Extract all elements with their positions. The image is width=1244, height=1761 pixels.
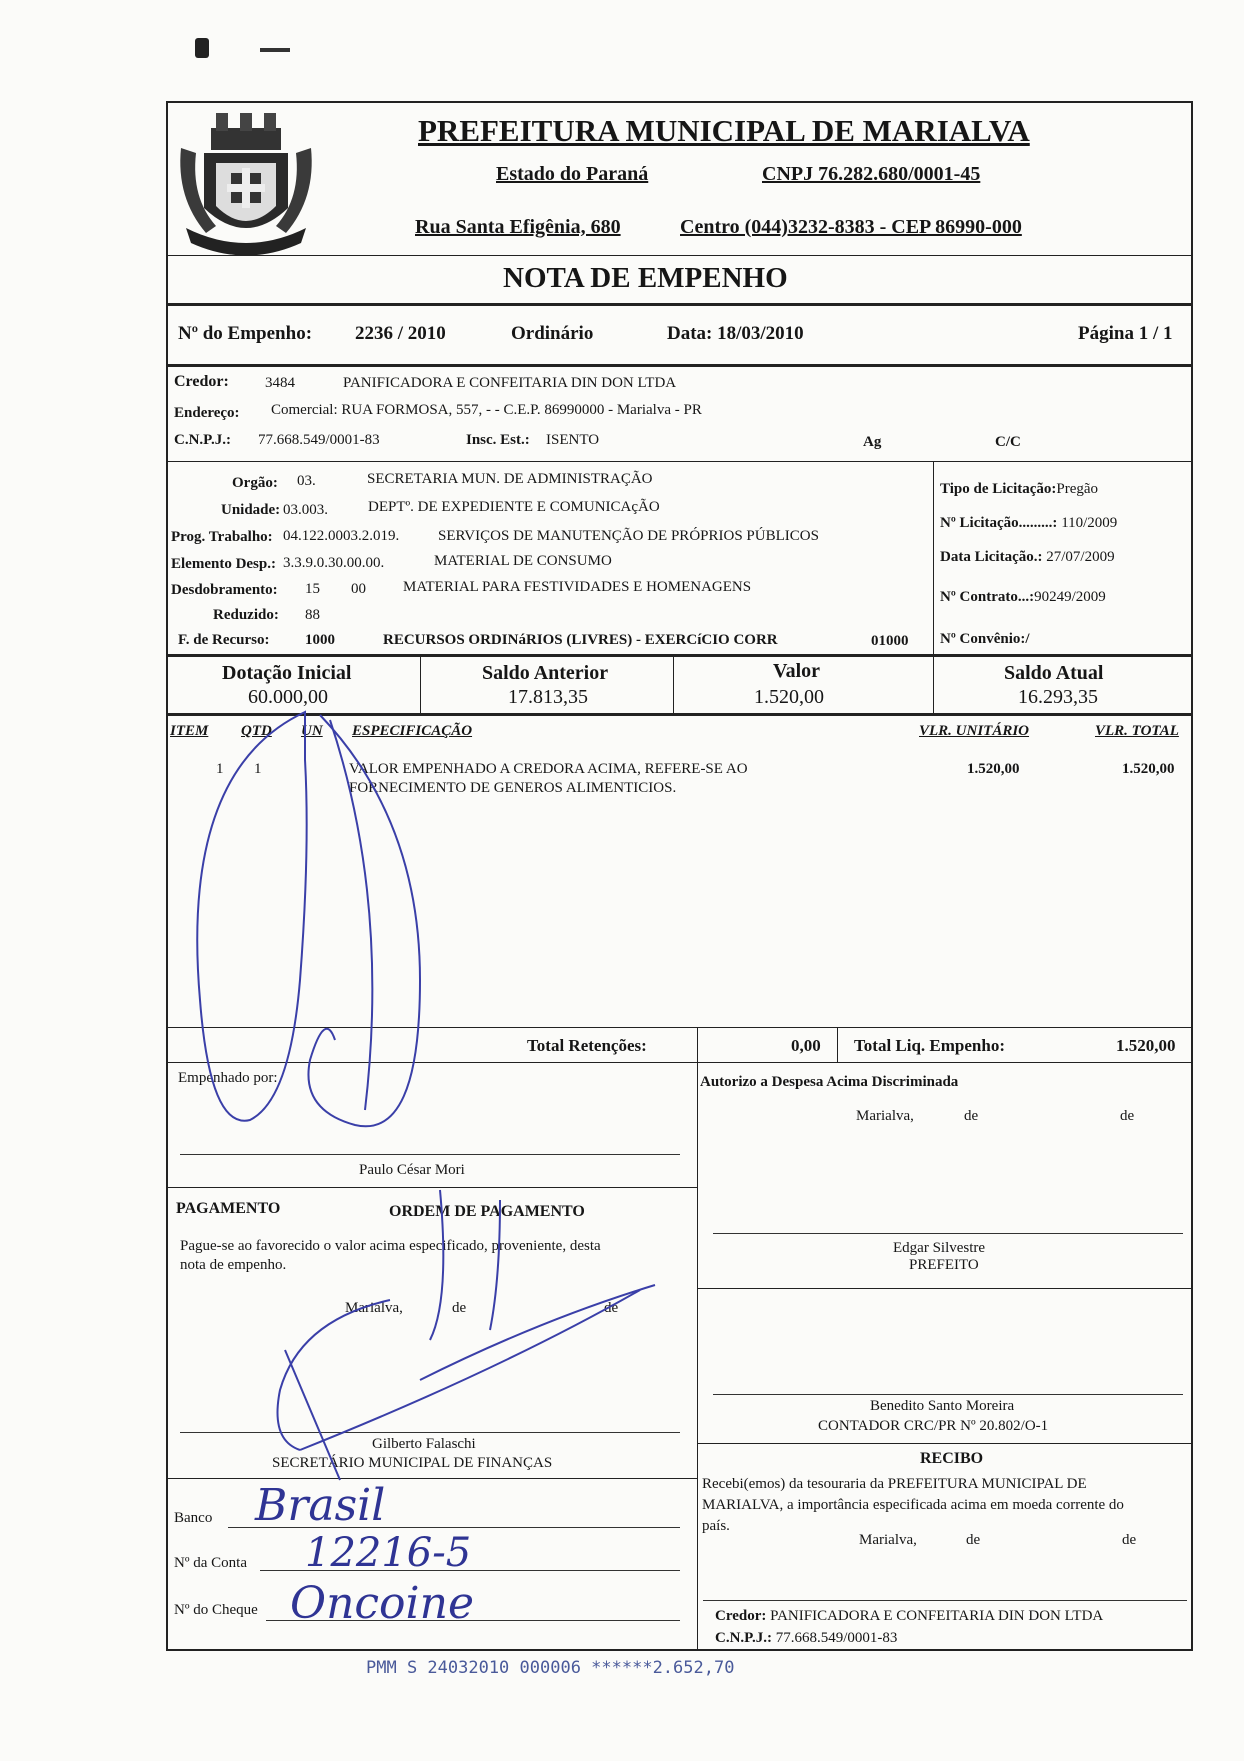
pagamento-de-1: de bbox=[452, 1300, 467, 1316]
saldo-anterior-label: Saldo Anterior bbox=[482, 662, 609, 684]
unidade-label: Unidade: bbox=[221, 502, 281, 518]
coat-of-arms-icon bbox=[176, 108, 316, 258]
recurso-label: F. de Recurso: bbox=[178, 632, 270, 648]
num-licitacao: Nº Licitação.........: 110/2009 bbox=[940, 515, 1118, 531]
cheque-label: Nº do Cheque bbox=[174, 1602, 258, 1618]
data-licitacao: Data Licitação.: 27/07/2009 bbox=[940, 549, 1115, 565]
scan-mark bbox=[260, 48, 290, 52]
reduzido-label: Reduzido: bbox=[213, 607, 279, 623]
empenho-number: 2236 / 2010 bbox=[355, 323, 446, 344]
conta-label: Nº da Conta bbox=[174, 1555, 247, 1571]
col-qtd: QTD bbox=[241, 723, 272, 739]
ag-label: Ag bbox=[863, 434, 882, 450]
col-item: ITEM bbox=[170, 723, 209, 739]
scan-mark bbox=[195, 38, 209, 58]
insc-value: ISENTO bbox=[546, 432, 600, 448]
prefeitura-title: PREFEITURA MUNICIPAL DE MARIALVA bbox=[418, 113, 1030, 148]
autorizo-de-2: de bbox=[1120, 1108, 1135, 1124]
empenho-type: Ordinário bbox=[511, 323, 594, 344]
insc-label: Insc. Est.: bbox=[466, 432, 530, 448]
prog-code: 04.122.0003.2.019. bbox=[283, 528, 400, 544]
autorizo-text: Autorizo a Despesa Acima Discriminada bbox=[700, 1074, 959, 1090]
desdobramento-name: MATERIAL PARA FESTIVIDADES E HOMENAGENS bbox=[403, 579, 752, 595]
handwritten-conta: 12216-5 bbox=[305, 1530, 472, 1576]
saldo-atual-label: Saldo Atual bbox=[1004, 662, 1104, 684]
orgao-name: SECRETARIA MUN. DE ADMINISTRAÇÃO bbox=[367, 471, 653, 487]
item-desc-1: VALOR EMPENHADO A CREDORA ACIMA, REFERE-SE AO bbox=[349, 761, 748, 777]
secretario-title: SECRETÁRIO MUNICIPAL DE FINANÇAS bbox=[272, 1455, 553, 1471]
item-qtd: 1 bbox=[254, 761, 262, 777]
contador-name: Benedito Santo Moreira bbox=[870, 1398, 1015, 1414]
dotacao-label: Dotação Inicial bbox=[222, 662, 352, 684]
pagamento-label: PAGAMENTO bbox=[176, 1200, 281, 1217]
state-name: Estado do Paraná bbox=[496, 163, 649, 185]
recurso-code: 1000 bbox=[305, 632, 335, 648]
desdobramento-a: 15 bbox=[305, 581, 320, 597]
item-number: 1 bbox=[216, 761, 224, 777]
tipo-licitacao-label: Tipo de Licitação:Pregão bbox=[940, 481, 1099, 497]
contador-title: CONTADOR CRC/PR Nº 20.802/O-1 bbox=[818, 1418, 1049, 1434]
elemento-code: 3.3.9.0.30.00.00. bbox=[283, 555, 385, 571]
valor-label: Valor bbox=[773, 660, 821, 682]
recibo-cnpj: C.N.P.J.: 77.668.549/0001-83 bbox=[715, 1630, 898, 1646]
empenhado-label: Empenhado por: bbox=[178, 1070, 278, 1086]
credor-name: PANIFICADORA E CONFEITARIA DIN DON LTDA bbox=[343, 375, 677, 391]
elemento-label: Elemento Desp.: bbox=[171, 556, 276, 572]
desdobramento-label: Desdobramento: bbox=[171, 582, 278, 598]
valor-value: 1.520,00 bbox=[754, 686, 824, 708]
col-un: UN bbox=[301, 723, 323, 739]
ordem-pagamento-label: ORDEM DE PAGAMENTO bbox=[389, 1203, 585, 1220]
credor-cnpj: 77.668.549/0001-83 bbox=[258, 432, 380, 448]
document-title: NOTA DE EMPENHO bbox=[503, 262, 788, 294]
unidade-name: DEPTº. DE EXPEDIENTE E COMUNICAçÃO bbox=[368, 499, 660, 515]
credor-address: Comercial: RUA FORMOSA, 557, - - C.E.P. 86990000 - Marialva - PR bbox=[271, 402, 702, 418]
credor-label: Credor: bbox=[174, 373, 229, 390]
autorizo-de-1: de bbox=[964, 1108, 979, 1124]
prefeito-title: PREFEITO bbox=[909, 1257, 979, 1273]
cnpj-label: C.N.P.J.: bbox=[174, 432, 231, 448]
recibo-de-1: de bbox=[966, 1532, 981, 1548]
recibo-de-2: de bbox=[1122, 1532, 1137, 1548]
recibo-text-2: MARIALVA, a importância especificada acima em moeda corrente do bbox=[702, 1497, 1124, 1513]
saldo-anterior-value: 17.813,35 bbox=[508, 686, 588, 708]
prog-label: Prog. Trabalho: bbox=[171, 529, 273, 545]
empenho-label: Nº do Empenho: bbox=[178, 323, 313, 344]
secretario-name: Gilberto Falaschi bbox=[372, 1436, 476, 1452]
empenhado-name: Paulo César Mori bbox=[359, 1162, 465, 1178]
empenho-date: Data: 18/03/2010 bbox=[667, 323, 804, 344]
pagamento-text-2: nota de empenho. bbox=[180, 1257, 287, 1273]
recurso-name: RECURSOS ORDINáRIOS (LIVRES) - EXERCíCIO CORR bbox=[383, 632, 778, 648]
reduzido-value: 88 bbox=[305, 607, 320, 623]
banco-label: Banco bbox=[174, 1510, 213, 1526]
prog-name: SERVIÇOS DE MANUTENÇÃO DE PRÓPRIOS PÚBLICOS bbox=[438, 528, 819, 544]
desdobramento-b: 00 bbox=[351, 581, 366, 597]
dotacao-value: 60.000,00 bbox=[248, 686, 328, 708]
saldo-atual-value: 16.293,35 bbox=[1018, 686, 1098, 708]
handwritten-cheque: Oncoine bbox=[290, 1578, 474, 1629]
recibo-text-3: país. bbox=[702, 1518, 730, 1534]
credor-code: 3484 bbox=[265, 375, 295, 391]
num-contrato: Nº Contrato...:90249/2009 bbox=[940, 589, 1106, 605]
col-especificacao: ESPECIFICAÇÃO bbox=[352, 723, 473, 739]
recurso-code2: 01000 bbox=[871, 633, 909, 649]
prefeito-name: Edgar Silvestre bbox=[893, 1240, 986, 1256]
autorizo-marialva: Marialva, bbox=[856, 1108, 914, 1124]
num-convenio: Nº Convênio:/ bbox=[940, 631, 1030, 647]
orgao-code: 03. bbox=[297, 473, 316, 489]
cc-label: C/C bbox=[995, 434, 1021, 450]
retencoes-value: 0,00 bbox=[791, 1036, 821, 1055]
total-liquido-label: Total Liq. Empenho: bbox=[854, 1036, 1005, 1055]
header-address: Rua Santa Efigênia, 680 bbox=[415, 216, 621, 238]
cnpj-header: CNPJ 76.282.680/0001-45 bbox=[762, 163, 981, 185]
item-total-value: 1.520,00 bbox=[1122, 761, 1175, 777]
retencoes-label: Total Retenções: bbox=[527, 1036, 647, 1055]
col-valor-unitario: VLR. UNITÁRIO bbox=[919, 723, 1030, 739]
recibo-marialva: Marialva, bbox=[859, 1532, 917, 1548]
recibo-text-1: Recebi(emos) da tesouraria da PREFEITURA MUNICIPAL DE bbox=[702, 1476, 1087, 1492]
col-valor-total: VLR. TOTAL bbox=[1095, 723, 1179, 739]
orgao-label: Orgão: bbox=[232, 475, 278, 491]
handwritten-banco: Brasil bbox=[255, 1480, 386, 1531]
payment-stamp: PMM S 24032010 000006 ******2.652,70 bbox=[366, 1658, 735, 1678]
item-unit-value: 1.520,00 bbox=[967, 761, 1020, 777]
elemento-name: MATERIAL DE CONSUMO bbox=[434, 553, 612, 569]
recibo-credor: Credor: PANIFICADORA E CONFEITARIA DIN DON LTDA bbox=[715, 1608, 1104, 1624]
page-number: Página 1 / 1 bbox=[1078, 323, 1173, 344]
pagamento-text-1: Pague-se ao favorecido o valor acima especificado, proveniente, desta bbox=[180, 1238, 601, 1254]
unidade-code: 03.003. bbox=[283, 502, 328, 518]
pagamento-de-2: de bbox=[604, 1300, 619, 1316]
total-liquido-value: 1.520,00 bbox=[1116, 1036, 1176, 1055]
pagamento-marialva: Marialva, bbox=[345, 1300, 403, 1316]
item-desc-2: FORNECIMENTO DE GENEROS ALIMENTICIOS. bbox=[349, 780, 677, 796]
header-contact: Centro (044)3232-8383 - CEP 86990-000 bbox=[680, 216, 1022, 238]
recibo-title: RECIBO bbox=[920, 1450, 984, 1467]
address-label: Endereço: bbox=[174, 405, 240, 421]
